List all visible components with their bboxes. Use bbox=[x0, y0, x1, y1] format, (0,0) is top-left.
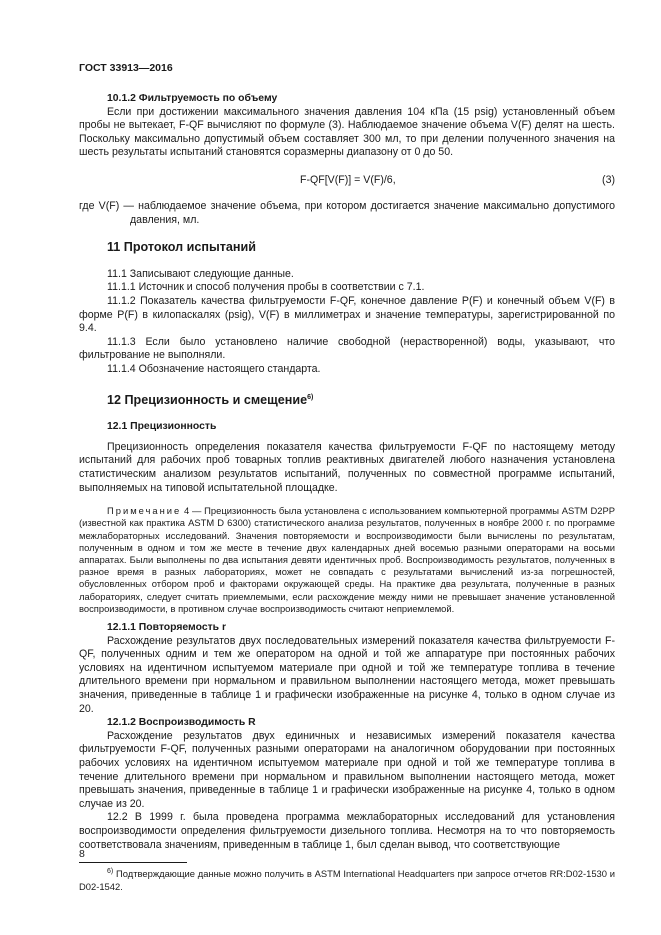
formula-legend: где V(F) — наблюдаемое значение объема, при котором достигается значение максимально допустимого давления, мл. bbox=[79, 199, 615, 226]
note-text: 4 — Прецизионность была установлена с использованием компьютерной программы ASTM D2PP (известной как практика ASTM D 6300) статистического анализа результатов, полученных в ноябре 2000 г. по программе межлабораторных исследований. Значения повторяемости и воспроизводимости были вычислены по результатам, полученным в одном и том же месте в течение двух календарных дней восемью разными операторами на восьми аппаратах. Были выполнены по два испытания девяти идентичных проб. Воспроизводимость результатов, полученных в разное время в разных лабораториях, может не совпадать с результатами вычислений из-за погрешностей, обусловленных отбором проб и факторами окружающей среды. На практике два результата, полученные в разных лабораториях, следует считать приемлемыми, если расхождение между ними не превышает значение установленной воспроизводимости, в противном случае воспроизводимость считают неприемлемой. bbox=[79, 505, 615, 614]
list-item: 11.1.3 Если было установлено наличие свободной (нерастворенной) воды, указывают, что фильтрование не выполняли. bbox=[79, 335, 615, 362]
note-label: Примечание bbox=[107, 505, 182, 517]
page-number: 8 bbox=[79, 848, 85, 860]
list-item: 11.1.2 Показатель качества фильтруемости F-QF, конечное давление P(F) и конечный объем V(F) в форме P(F) в килопаскалях (psig), V(F) в миллиметрах и значение температуры, зарегистрированной по 9.4. bbox=[79, 294, 615, 335]
list-item: 11.1.4 Обозначение настоящего стандарта. bbox=[107, 362, 321, 375]
paragraph: Расхождение результатов двух единичных и независимых измерений показателя качества фильтруемости F-QF, полученных разными операторами на аналогичном оборудовании при постоянных рабочих условиях на идентичном испытуемом материале при одной и той же температуре топлива в течение длительного времени при нормальном и правильном выполнении настоящего метода, может превышать значения, приведенные в таблице 1 и графически изображенные на рисунке 4, только в одном случае из 20. bbox=[79, 729, 615, 810]
footnote-ref: 6) bbox=[307, 393, 314, 401]
section-heading-11: 11 Протокол испытаний bbox=[107, 240, 257, 255]
note-4 bbox=[79, 505, 615, 615]
heading-text: 12 Прецизионность и смещение bbox=[107, 392, 308, 407]
footnote-text: Подтверждающие данные можно получить в ASTM International Headquarters при запросе отчетов RR:D02-1530 и D02-1542. bbox=[79, 868, 615, 892]
section-heading-12-1: 12.1 Прецизионность bbox=[107, 421, 217, 433]
formula-number: (3) bbox=[602, 173, 615, 186]
page-content bbox=[79, 92, 615, 893]
paragraph: 12.2 В 1999 г. была проведена программа межлабораторных исследований для установления воспроизводимости определения фильтруемости дизельного топлива. Несмотря на то что повторяемость соответствовала значениям, приведенным в таблице 1, был сделан вывод, что соответствующие bbox=[79, 811, 615, 851]
formula-expression: F-QF[V(F)] = V(F)/6, bbox=[300, 173, 396, 186]
footnote-divider bbox=[79, 862, 187, 863]
section-heading-12-1-1: 12.1.1 Повторяемость r bbox=[107, 622, 226, 634]
paragraph: Если при достижении максимального значения давления 104 кПа (15 psig) установленный объем пробы не вытекает, F-QF вычисляют по формуле (3). Наблюдаемое значение объема V(F) делят на шесть. Поскольку максимально допустимый объем составляет 300 мл, то при делении полученного значения на шесть результаты испытаний становятся соразмерны диапазону от 0 до 50. bbox=[79, 105, 615, 159]
section-heading-12 bbox=[79, 391, 615, 408]
paragraph: Расхождение результатов двух последовательных измерений показателя качества фильтруемости F-QF, полученных одним и тем же оператором на одной и той же аппаратуре при постоянных рабочих условиях на идентичном испытуемом материале при одной и той же температуре топлива в течение длительного времени при нормальном и правильном выполнении настоящего метода, может превышать значения, приведенные в таблице 1 и графически изображенные на рисунке 4, только в одном случае из 20. bbox=[79, 634, 615, 715]
formula bbox=[79, 172, 615, 190]
section-heading-10-1-2: 10.1.2 Фильтруемость по объему bbox=[107, 93, 278, 104]
footnote bbox=[79, 866, 615, 893]
section-heading-12-1-2: 12.1.2 Воспроизводимость R bbox=[107, 717, 256, 729]
footnote-mark: 6) bbox=[107, 868, 114, 876]
list-item: 11.1 Записывают следующие данные. bbox=[107, 267, 294, 280]
paragraph: Прецизионность определения показателя качества фильтруемости F-QF по настоящему методу испытаний для рабочих проб товарных топлив реактивных двигателей любого назначения установлена статистическим анализом результатов испытаний, полученных по совместной программе испытаний, выполняемых на типовой испытательной площадке. bbox=[79, 440, 615, 494]
standard-header: ГОСТ 33913—2016 bbox=[79, 62, 173, 74]
list-item: 11.1.1 Источник и способ получения пробы в соответствии с 7.1. bbox=[107, 281, 425, 294]
